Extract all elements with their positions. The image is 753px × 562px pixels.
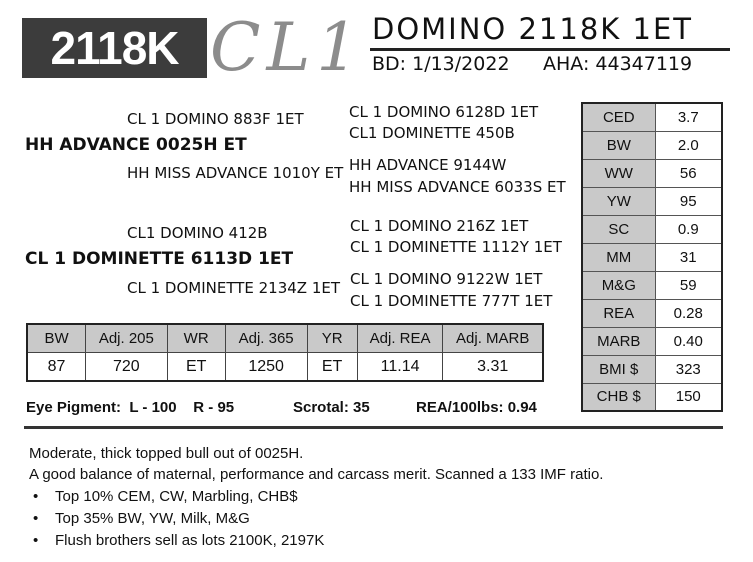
eye-pigment-score: Eye Pigment: L - 100 R - 95 [26, 399, 235, 416]
pedigree-sire-sire-sire: CL 1 DOMINO 6128D 1ET [349, 103, 539, 121]
pedigree-sire-dam-sire: HH ADVANCE 9144W [349, 156, 507, 174]
performance-value-row [27, 353, 543, 382]
pedigree-sire-dam-dam: HH MISS ADVANCE 6033S ET [349, 178, 566, 196]
epd-row [582, 243, 722, 271]
pedigree-dam-sire-dam: CL 1 DOMINETTE 1112Y 1ET [350, 238, 562, 256]
notes-divider [24, 426, 723, 429]
performance-header: BW [27, 324, 86, 353]
pedigree-sire-sire-dam: CL1 DOMINETTE 450B [349, 124, 515, 142]
birth-date: BD: 1/13/2022 [372, 53, 510, 75]
epd-value: 59 [655, 271, 722, 299]
header-divider [370, 48, 730, 51]
performance-header: Adj. 365 [225, 324, 307, 353]
note-bullet: Flush brothers sell as lots 2100K, 2197K [55, 532, 325, 549]
performance-header: Adj. REA [357, 324, 443, 353]
epd-value: 3.7 [655, 103, 722, 131]
epd-label: M&G [582, 271, 655, 299]
epd-label: YW [582, 187, 655, 215]
performance-header: Adj. MARB [443, 324, 543, 353]
pedigree-sire: HH ADVANCE 0025H ET [25, 135, 247, 155]
performance-value: 3.31 [443, 353, 543, 382]
epd-row [582, 131, 722, 159]
pedigree-dam-dam: CL 1 DOMINETTE 2134Z 1ET [127, 279, 341, 297]
epd-label: BMI $ [582, 355, 655, 383]
performance-value: 11.14 [357, 353, 443, 382]
epd-row [582, 271, 722, 299]
aha-registration-number: AHA: 44347119 [543, 53, 693, 75]
performance-value: 720 [86, 353, 168, 382]
epd-row [582, 299, 722, 327]
epd-value: 323 [655, 355, 722, 383]
bullet-icon: • [33, 510, 39, 527]
performance-header: Adj. 205 [86, 324, 168, 353]
epd-value: 2.0 [655, 131, 722, 159]
epd-value: 31 [655, 243, 722, 271]
rea-per-100lbs: REA/100lbs: 0.94 [416, 399, 537, 416]
epd-value: 95 [655, 187, 722, 215]
epd-label: CED [582, 103, 655, 131]
epd-value: 56 [655, 159, 722, 187]
performance-header: WR [167, 324, 225, 353]
bullet-icon: • [33, 532, 39, 549]
scrotal-measure: Scrotal: 35 [293, 399, 370, 416]
epd-value: 0.28 [655, 299, 722, 327]
note-bullet: Top 10% CEM, CW, Marbling, CHB$ [55, 488, 298, 505]
epd-label: REA [582, 299, 655, 327]
epd-label: SC [582, 215, 655, 243]
epd-row [582, 159, 722, 187]
epd-row [582, 187, 722, 215]
performance-value: ET [167, 353, 225, 382]
pedigree-dam-dam-sire: CL 1 DOMINO 9122W 1ET [350, 270, 543, 288]
pedigree-sire-sire: CL 1 DOMINO 883F 1ET [127, 110, 304, 128]
epd-value: 150 [655, 383, 722, 411]
note-line: Moderate, thick topped bull out of 0025H. [29, 445, 304, 462]
epd-value: 0.9 [655, 215, 722, 243]
performance-table [26, 323, 544, 382]
lot-number-badge: 2118K [22, 18, 207, 78]
epd-label: MARB [582, 327, 655, 355]
epd-label: WW [582, 159, 655, 187]
epd-row [582, 103, 722, 131]
pedigree-dam-sire: CL1 DOMINO 412B [127, 224, 268, 242]
pedigree-dam-sire-sire: CL 1 DOMINO 216Z 1ET [350, 217, 529, 235]
pedigree-sire-dam: HH MISS ADVANCE 1010Y ET [127, 164, 344, 182]
note-bullet: Top 35% BW, YW, Milk, M&G [55, 510, 250, 527]
epd-row [582, 383, 722, 411]
performance-value: 1250 [225, 353, 307, 382]
performance-value: ET [307, 353, 357, 382]
prefix-logo-script: CL1 [210, 9, 365, 86]
epd-label: CHB $ [582, 383, 655, 411]
bullet-icon: • [33, 488, 39, 505]
note-line: A good balance of maternal, performance and carcass merit. Scanned a 133 IMF ratio. [29, 466, 604, 483]
epd-label: MM [582, 243, 655, 271]
performance-header: YR [307, 324, 357, 353]
pedigree-dam-dam-dam: CL 1 DOMINETTE 777T 1ET [350, 292, 553, 310]
epd-row [582, 327, 722, 355]
epd-label: BW [582, 131, 655, 159]
epd-row [582, 215, 722, 243]
epd-value: 0.40 [655, 327, 722, 355]
epd-row [582, 355, 722, 383]
performance-value: 87 [27, 353, 86, 382]
performance-header-row [27, 324, 543, 353]
epd-table [581, 102, 723, 412]
pedigree-dam: CL 1 DOMINETTE 6113D 1ET [25, 249, 294, 269]
bull-name-title: DOMINO 2118K 1ET [372, 12, 693, 46]
